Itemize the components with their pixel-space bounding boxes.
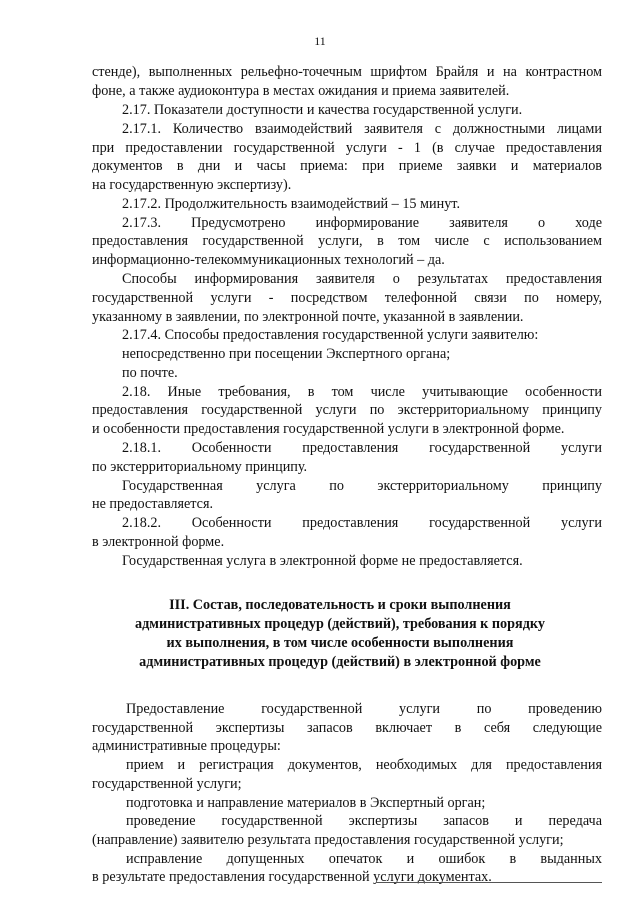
text-line: при предоставлении государственной услуги - 1 (в случае предоставления <box>92 140 602 156</box>
text-line: Предоставление государственной услуги по проведению <box>126 701 602 717</box>
text-line: предоставления государственной услуги по экстерриториальному принципу <box>92 402 602 418</box>
text-line: 2.18.1. Особенности предоставления государственной услуги <box>122 440 602 456</box>
text-line: непосредственно при посещении Экспертного органа; <box>122 346 451 362</box>
text-line: информационно-телекоммуникационных технологий – да. <box>92 252 445 268</box>
text-line: Способы информирования заявителя о результатах предоставления <box>122 271 602 287</box>
text-line: прием и регистрация документов, необходимых для предоставления <box>126 757 602 773</box>
text-line: документов в дни и часы приема: при приеме заявки и материалов <box>92 158 602 174</box>
text-line: 2.17.4. Способы предоставления государственной услуги заявителю: <box>122 327 539 343</box>
text-line: не предоставляется. <box>92 496 214 512</box>
text-line: 2.17. Показатели доступности и качества государственной услуги. <box>122 102 523 118</box>
text-line: государственной услуги - посредством телефонной связи по номеру, <box>92 290 602 306</box>
text-line: подготовка и направление материалов в Экспертный орган; <box>126 795 486 811</box>
text-line: административные процедуры: <box>92 738 281 754</box>
text-line: по экстерриториальному принципу. <box>92 459 308 475</box>
footer-rule <box>376 882 602 883</box>
text-line: 2.17.1. Количество взаимодействий заявителя с должностными лицами <box>122 121 602 137</box>
text-line: исправление допущенных опечаток и ошибок в выданных <box>126 851 602 867</box>
section-heading: III. Состав, последовательность и сроки выполнения <box>169 597 511 613</box>
text-line: и особенности предоставления государственной услуги в электронной форме. <box>92 421 565 437</box>
text-line: государственной экспертизы запасов включает в себя следующие <box>92 720 602 736</box>
text-line: по почте. <box>122 365 178 381</box>
text-line: Государственная услуга в электронной форме не предоставляется. <box>122 553 523 569</box>
text-line: 2.18. Иные требования, в том числе учитывающие особенности <box>122 384 602 400</box>
text-line: в электронной форме. <box>92 534 225 550</box>
text-line: указанному в заявлении, по электронной почте, указанной в заявлении. <box>92 309 524 325</box>
text-line: Государственная услуга по экстерриториальному принципу <box>122 478 602 494</box>
text-line: проведение государственной экспертизы запасов и передача <box>126 813 602 829</box>
page-number: 11 <box>314 34 326 48</box>
text-line: на государственную экспертизу). <box>92 177 292 193</box>
text-line: в результате предоставления государственной услуги документах. <box>92 869 492 885</box>
text-line: 2.18.2. Особенности предоставления государственной услуги <box>122 515 602 531</box>
text-line: фоне, а также аудиоконтура в местах ожидания и приема заявителей. <box>92 83 510 99</box>
text-line: 2.17.2. Продолжительность взаимодействий – 15 минут. <box>122 196 460 212</box>
section-heading: их выполнения, в том числе особенности выполнения <box>166 635 514 651</box>
section-heading: административных процедур (действий), требования к порядку <box>135 616 545 632</box>
text-line: (направление) заявителю результата предоставления государственной услуги; <box>92 832 564 848</box>
text-line: 2.17.3. Предусмотрено информирование заявителя о ходе <box>122 215 602 231</box>
text-line: стенде), выполненных рельефно-точечным шрифтом Брайля и на контрастном <box>92 64 602 80</box>
section-heading: административных процедур (действий) в электронной форме <box>139 654 541 670</box>
text-line: предоставления государственной услуги, в том числе с использованием <box>92 233 602 249</box>
text-line: государственной услуги; <box>92 776 242 792</box>
